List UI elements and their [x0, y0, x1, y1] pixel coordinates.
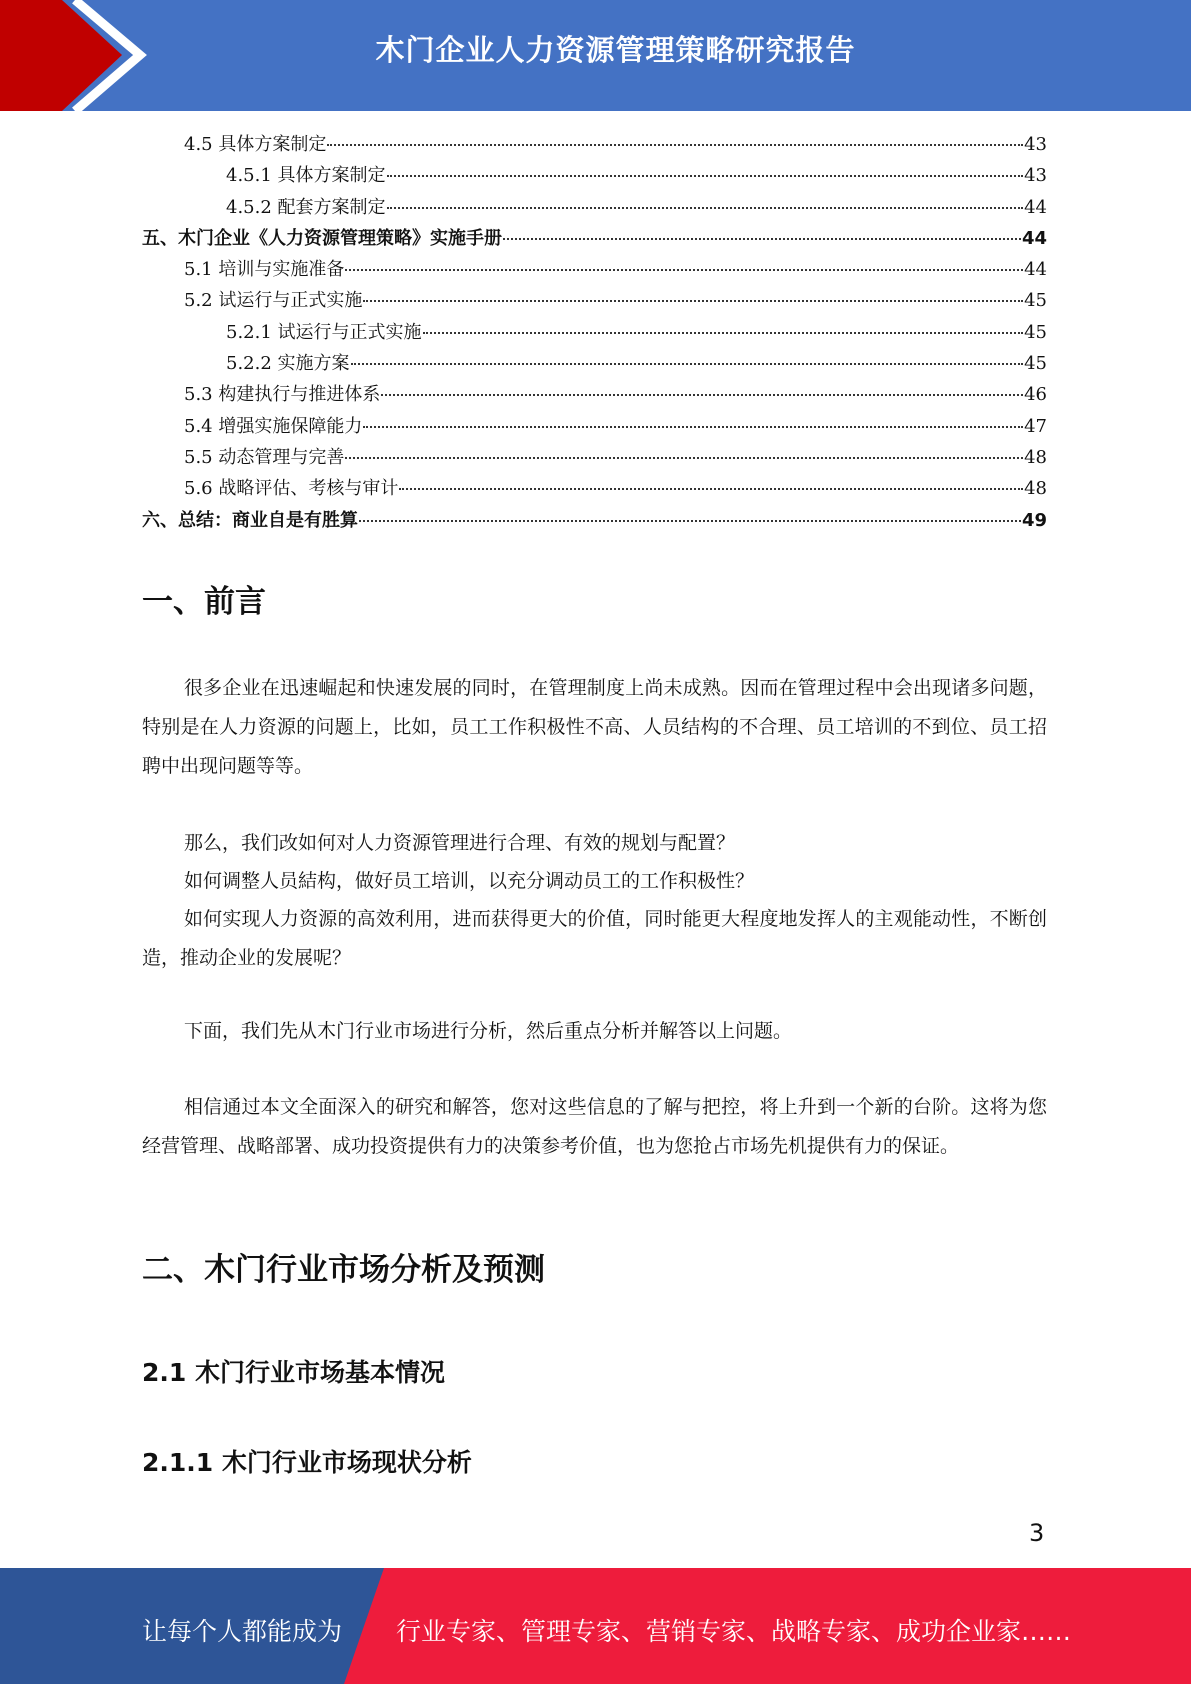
toc-leader-dots — [345, 456, 1023, 459]
toc-entry[interactable] — [142, 474, 1047, 505]
toc-entry-title: 5.2.2 实施方案 — [226, 353, 350, 375]
footer-slogan-left: 让每个人都能成为 — [142, 1617, 343, 1646]
toc-entry-title: 5.2 试运行与正式实施 — [184, 290, 363, 312]
toc-entry-title: 5.6 战略评估、考核与审计 — [184, 478, 399, 500]
toc-entry-page: 43 — [1024, 165, 1047, 187]
toc-entry-title: 5.1 培训与实施准备 — [184, 259, 345, 281]
toc-leader-dots — [351, 362, 1024, 365]
toc-entry[interactable] — [142, 318, 1047, 349]
toc-entry-title: 五、木门企业《人力资源管理策略》实施手册 — [142, 227, 502, 249]
toc-entry[interactable] — [142, 224, 1047, 255]
toc-leader-dots — [359, 519, 1021, 522]
toc-entry-page: 48 — [1024, 478, 1047, 500]
paragraph-question-2: 如何调整人员結构，做好员工培训，以充分调动员工的工作积极性？ — [184, 870, 755, 892]
toc-entry[interactable] — [142, 255, 1047, 286]
paragraph-conclusion: 相信通过本文全面深入的研究和解答，您对这些信息的了解与把控，将上升到一个新的台阶。这将为您经营管理、战略部署、成功投资提供有力的决策参考价值，也为您抢占市场先机提供有力的保证。 — [142, 1096, 1047, 1157]
toc-leader-dots — [327, 143, 1023, 146]
footer-banner — [0, 1568, 1191, 1684]
toc-leader-dots — [503, 237, 1021, 240]
paragraph-question-3: 如何实现人力资源的高效利用，进而获得更大的价值，同时能更大程度地发挥人的主观能动性，不断创造，推动企业的发展呢？ — [142, 908, 1047, 969]
toc-entry-page: 44 — [1021, 227, 1047, 249]
toc-entry-page: 44 — [1024, 259, 1047, 281]
toc-entry-page: 45 — [1024, 290, 1047, 312]
toc-leader-dots — [363, 425, 1023, 428]
toc-entry-title: 5.4 增强实施保障能力 — [184, 415, 363, 437]
toc-entry[interactable] — [142, 412, 1047, 443]
toc-leader-dots — [399, 487, 1023, 490]
toc-entry[interactable] — [142, 506, 1047, 537]
toc-entry-title: 4.5.1 具体方案制定 — [226, 165, 386, 187]
toc-entry[interactable] — [142, 193, 1047, 224]
toc-entry[interactable] — [142, 161, 1047, 192]
toc-entry-page: 49 — [1021, 509, 1047, 531]
subsection-heading-2-1: 2.1 木门行业市场基本情况 — [142, 1358, 445, 1387]
toc-leader-dots — [423, 331, 1024, 334]
header-banner — [0, 0, 1191, 111]
footer-slogan-right: 行业专家、管理专家、营销专家、战略专家、成功企业家…… — [396, 1617, 1072, 1646]
toc-entry[interactable] — [142, 380, 1047, 411]
toc-entry-page: 47 — [1024, 415, 1047, 437]
toc-leader-dots — [387, 206, 1024, 209]
toc-entry-page: 44 — [1024, 196, 1047, 218]
paragraph-analysis-plan: 下面，我们先从木门行业市场进行分析，然后重点分析并解答以上问题。 — [184, 1020, 793, 1042]
toc-leader-dots — [381, 393, 1023, 396]
toc-leader-dots — [345, 268, 1023, 271]
section-heading-market-analysis: 二、木门行业市场分析及预测 — [142, 1252, 545, 1288]
toc-entry-title: 4.5 具体方案制定 — [184, 134, 327, 155]
toc-entry-page: 48 — [1024, 446, 1047, 468]
toc-entry[interactable] — [142, 286, 1047, 317]
toc-entry[interactable] — [142, 443, 1047, 474]
toc-entry-page: 46 — [1024, 384, 1047, 406]
paragraph-question-1: 那么，我们改如何对人力资源管理进行合理、有效的规划与配置？ — [184, 832, 736, 854]
toc-entry-title: 5.5 动态管理与完善 — [184, 446, 345, 468]
toc-entry-page: 45 — [1024, 353, 1047, 375]
toc-entry[interactable] — [142, 349, 1047, 380]
toc-entry-page: 45 — [1024, 321, 1047, 343]
toc-entry-title: 4.5.2 配套方案制定 — [226, 196, 386, 218]
toc-entry[interactable] — [142, 130, 1047, 161]
toc-leader-dots — [363, 299, 1023, 302]
toc-entry-title: 5.3 构建执行与推进体系 — [184, 384, 381, 406]
page-number: 3 — [1029, 1519, 1045, 1547]
section-heading-preface: 一、前言 — [142, 584, 266, 620]
subsection-heading-2-1-1: 2.1.1 木门行业市场现状分析 — [142, 1448, 472, 1477]
toc-leader-dots — [387, 174, 1024, 177]
table-of-contents — [142, 130, 1047, 537]
toc-entry-page: 43 — [1024, 134, 1047, 155]
report-title: 木门企业人力资源管理策略研究报告 — [375, 33, 856, 67]
toc-entry-title: 5.2.1 试运行与正式实施 — [226, 321, 422, 343]
toc-entry-title: 六、总结：商业自是有胜算 — [142, 509, 358, 531]
paragraph-intro: 很多企业在迅速崛起和快速发展的同时，在管理制度上尚未成熟。因而在管理过程中会出现诸多问题，特别是在人力资源的问题上，比如，员工工作积极性不高、人员结构的不合理、员工培训的不到位、员工招聘中出现问题等等。 — [142, 677, 1047, 777]
